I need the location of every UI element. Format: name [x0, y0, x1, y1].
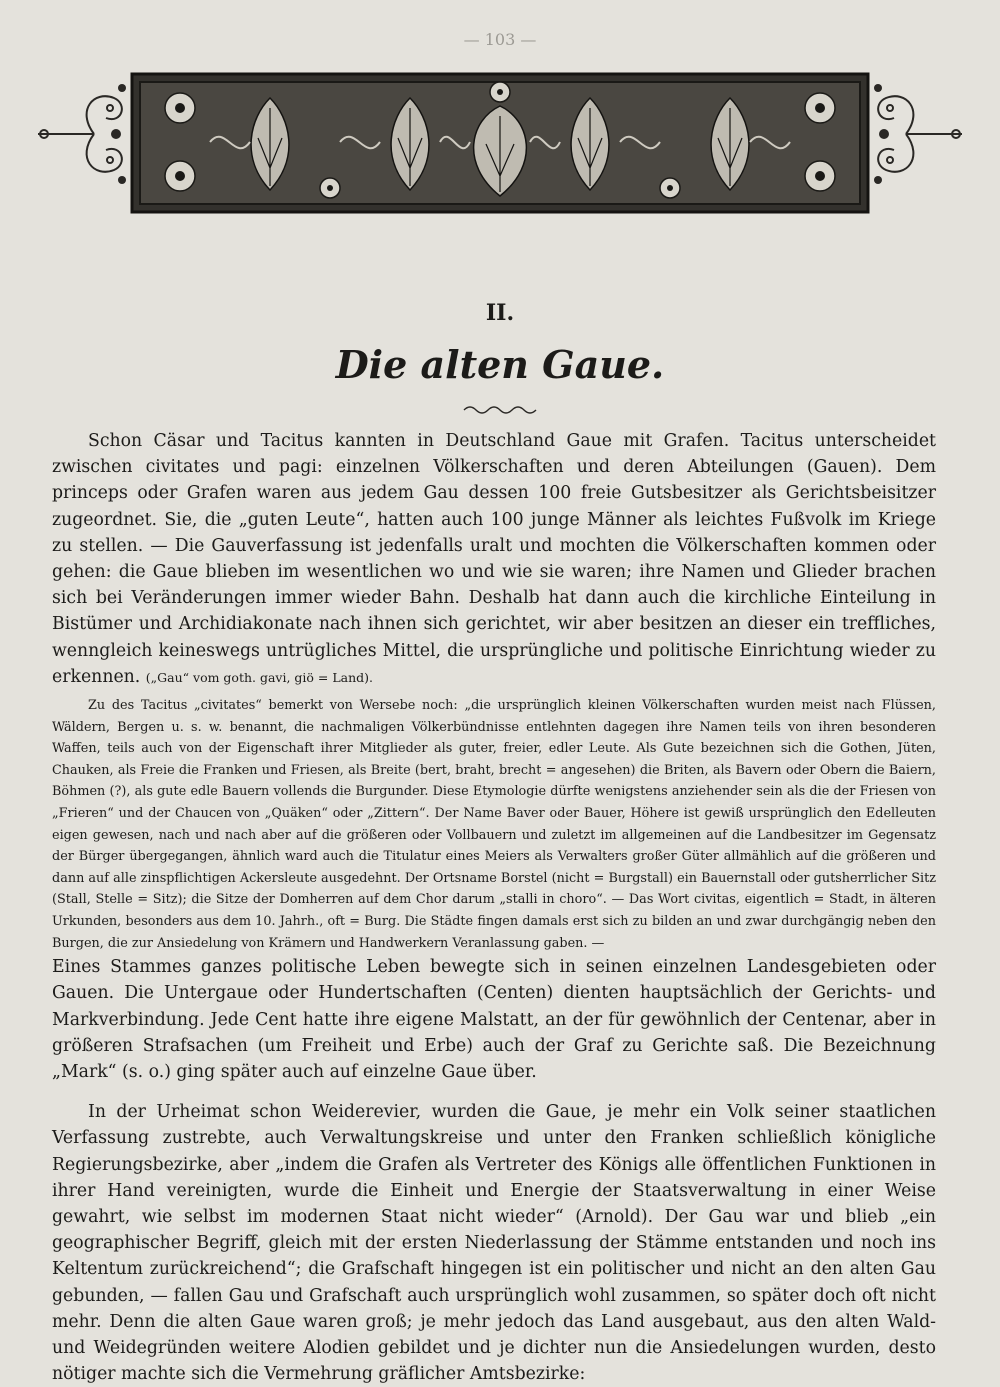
- paragraph-1-text: Schon Cäsar und Tacitus kannten in Deutschland Gaue mit Grafen. Tacitus unterscheidet zwischen civitates und pagi: einzelnen Völkerschaften und deren Abteilungen (Gauen). Dem princeps oder Grafen waren aus jedem Gau dessen 100 freie Gutsbesitzer als Gerichtsbeisitzer zugeordnet. Sie, die „guten Leute“, hatten auch 100 junge Männer als leichtes Fußvolk im Kriege zu stellen. — Die Gauverfassung ist jedenfalls uralt und mochten die Völkerschaften kommen oder gehen: die Gaue blieben im wesentlichen wo und wie sie waren; ihre Namen und Glieder brachen sich bei Veränderungen immer wieder Bahn. Deshalb hat dann auch die kirchliche Einteilung in Bistümer und Archidiakonate nach ihnen sich gerichtet, wir aber besitzen an dieser ein treffliches, wenngleich keineswegs untrügliches Mittel, die ursprüngliche und politische Einrichtung wieder zu erkennen.: [52, 431, 936, 687]
- paragraph-1-note: („Gau“ vom goth. gavi, giö = Land).: [145, 669, 374, 685]
- paragraph-2: Eines Stammes ganzes politische Leben bewegte sich in seinen einzelnen Landesgebieten oder Gauen. Die Untergaue oder Hundertschaften (Centen) dienten hauptsächlich der Gerichts- und Markverbindung. Jede Cent hatte ihre eigene Malstatt, an der für gewöhnlich der Centenar, aber in größeren Strafsachen (um Freiheit und Erbe) auch der Graf zu Gerichte saß. Die Bezeichnung „Mark“ (s. o.) ging später auch auf einzelne Gaue über.: [52, 957, 936, 1082]
- chapter-title: Die alten Gaue.: [335, 342, 665, 387]
- main-text: [52, 428, 936, 1387]
- small-print-paragraph: Zu des Tacitus „civitates“ bemerkt von Wersebe noch: „die ursprünglich kleinen Völkerschaften wurden meist nach Flüssen, Wäldern, Bergen u. s. w. benannt, die nachmaligen Völkerbündnisse entlehnten dagegen ihre Namen teils von ihren besonderen Waffen, teils auch von der Eigenschaft ihrer Mitglieder als guter, freier, edler Leute. Als Gute bezeichnen sich die Gothen, Jüten, Chauken, als Freie die Franken und Friesen, als Breite (bert, braht, brecht = angesehen) die Briten, als Bavern oder Obern die Baiern, Böhmen (?), als gute edle Bauern vollends die Burgunder. Diese Etymologie dürfte wenigstens anziehender sein als die der Friesen von „Frieren“ und der Chaucen von „Quäken“ oder „Zittern“. Der Name Baver oder Bauer, Höhere ist gewiß ursprünglich den Edelleuten eigen gewesen, nach und nach aber auf die größeren oder Vollbauern und zuletzt im allgemeinen auf die Landbesitzer im Gegensatz der Bürger übergegangen, ähnlich ward auch die Titulatur eines Meiers als Verwalters großer Güter allmählich auf die größeren und dann auf alle zinspflichtigen Ackersleute ausgedehnt. Der Ortsname Borstel (nicht = Burgstall) ein Bauernstall oder gutsherrlicher Sitz (Stall, Stelle = Sitz); die Sitze der Domherren auf dem Chor darum „stalli in choro“. — Das Wort civitas, eigentlich = Stadt, in älteren Urkunden, besonders aus dem 10. Jahrh., oft = Burg. Die Städte fingen damals erst sich zu bilden an und zwar durchgängig neben den Burgen, die zur Ansiedelung von Krämern und Handwerkern Veranlassung gaben. —: [52, 698, 936, 951]
- title-divider-ornament: [460, 404, 540, 416]
- chapter-number: II.: [485, 300, 515, 326]
- decorative-header-ornament: [30, 68, 970, 218]
- paragraph-1: [52, 428, 936, 691]
- paragraph-3: In der Urheimat schon Weiderevier, wurden die Gaue, je mehr ein Volk seiner staatlichen Verfassung zustrebte, auch Verwaltungskreise und unter den Franken schließlich königliche Regierungsbezirke, aber „indem die Grafen als Vertreter des Königs alle öffentlichen Funktionen in ihrer Hand vereinigten, wurde die Einheit und Energie der Staatsverwaltung in einer Weise gewahrt, wie selbst im modernen Staat nicht wieder“ (Arnold). Der Gau war und blieb „ein geographischer Begriff, gleich mit der ersten Niederlassung der Stämme entstanden und noch ins Keltentum zurückreichend“; die Grafschaft hingegen ist ein politischer und nicht an den alten Gau gebunden, — fallen Gau und Grafschaft auch ursprünglich wohl zusammen, so später doch oft nicht mehr. Denn die alten Gaue waren groß; je mehr jedoch das Land ausgebaut, aus den alten Wald- und Weidegründen weitere Alodien gebildet und je dichter nun die Ansiedelungen wurden, desto nötiger machte sich die Vermehrung gräflicher Amtsbezirke:: [52, 1102, 936, 1385]
- page-number: — 103 —: [463, 30, 537, 49]
